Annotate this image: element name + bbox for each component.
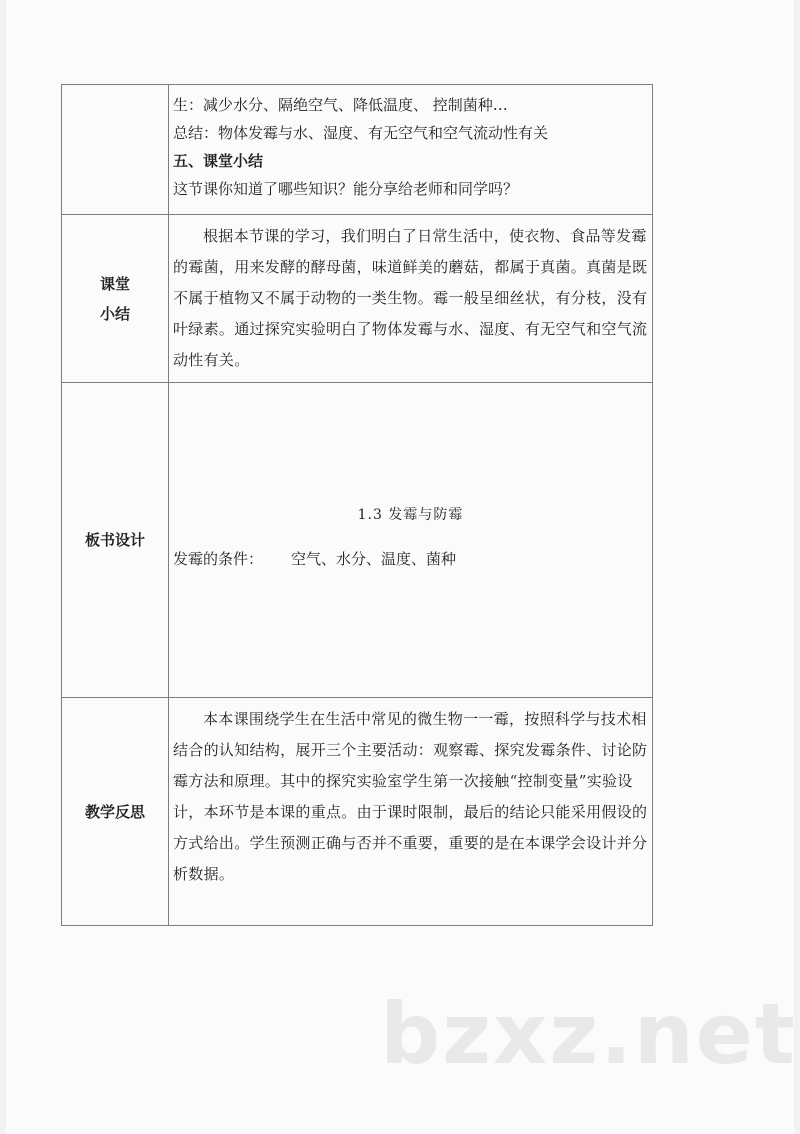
board-title: 1.3 发霉与防霉 <box>357 507 464 523</box>
conditions-list: 空气、水分、温度、菌种 <box>291 550 457 568</box>
mold-conditions <box>173 545 648 573</box>
student-answer-line: 生：减少水分、隔绝空气、降低温度、 控制菌种… <box>173 96 508 114</box>
teaching-reflection-paragraph: 本本课围绕学生在生活中常见的微生物一一霉，按照科学与技术相结合的认知结构，展开三个主要活动：观察霉、探究发霉条件、讨论防霉方法和原理。其中的探究实验室学生第一次接触“控制变量”实验设计，本环节是本课的重点。由于课时限制，最后的结论只能采用假设的方式给出。学生预测正确与否并不重要，重要的是在本课学会设计并分析数据。 <box>173 710 648 883</box>
question-line: 这节课你知道了哪些知识？能分享给老师和同学吗？ <box>173 180 519 198</box>
lesson-plan-table <box>61 84 653 926</box>
class-summary-paragraph: 根据本节课的学习，我们明白了日常生活中，使衣物、食品等发霉的霉菌，用来发酵的酵母菌，味道鲜美的蘑菇，都属于真菌。真菌是既不属于植物又不属于动物的一类生物。霉一般呈细丝状，有分枝，没有叶绿素。通过探究实验明白了物体发霉与水、湿度、有无空气和空气流动性有关。 <box>173 227 648 369</box>
process-content-cell <box>169 85 653 215</box>
table-row <box>62 85 653 215</box>
page-edge-right <box>794 0 800 1134</box>
table-row <box>62 215 653 383</box>
board-design-content <box>169 383 653 698</box>
row-label-empty <box>62 85 169 215</box>
label-line: 课堂 <box>99 274 130 293</box>
page-edge-left <box>0 0 6 1134</box>
class-summary-label <box>62 215 169 383</box>
teaching-reflection-label: 教学反思 <box>62 698 169 926</box>
board-design-label: 板书设计 <box>62 383 169 698</box>
summary-line: 总结：物体发霉与水、湿度、有无空气和空气流动性有关 <box>173 124 549 142</box>
watermark-logo: bzxz.net <box>380 985 797 1083</box>
table-row <box>62 698 653 926</box>
conditions-label: 发霉的条件： <box>173 550 264 568</box>
label-line: 小结 <box>99 304 130 323</box>
table-row <box>62 383 653 698</box>
teaching-reflection-content <box>169 698 653 926</box>
class-summary-content <box>169 215 653 383</box>
section-heading: 五、课堂小结 <box>173 152 264 170</box>
